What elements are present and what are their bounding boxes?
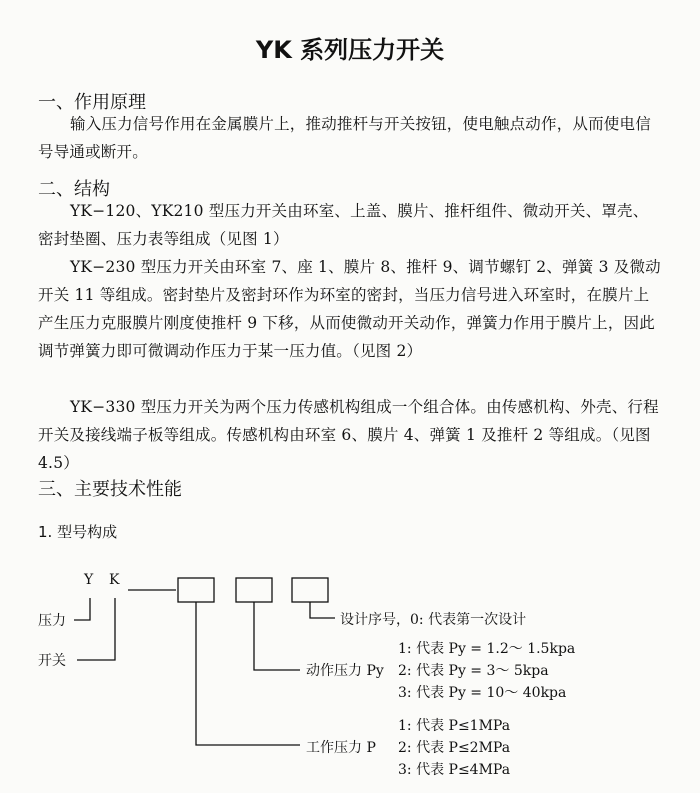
leader-y [74, 598, 90, 620]
leader-design [310, 602, 335, 618]
leader-k [77, 598, 115, 660]
code-box-design-serial [292, 578, 328, 602]
paragraph-yk120: YK−120、YK210 型压力开关由环室、上盖、膜片、推杆组件、微动开关、罩壳、密封垫圈、压力表等组成（见图 1） [38, 202, 649, 248]
work-option-3: 3: 代表 P≤4MPa [398, 762, 511, 778]
work-option-2: 2: 代表 P≤2MPa [398, 740, 511, 756]
leader-action [254, 602, 300, 670]
work-option-1: 1: 代表 P≤1MPa [398, 718, 511, 734]
action-option-1: 1: 代表 Py = 1.2～ 1.5kpa [398, 641, 576, 657]
code-box-working-pressure [178, 578, 214, 602]
label-switch: 开关 [38, 653, 66, 669]
action-option-2: 2: 代表 Py = 3～ 5kpa [398, 663, 549, 679]
code-box-action-pressure [236, 578, 272, 602]
action-pressure-label: 动作压力 Py [306, 663, 384, 679]
paragraph-yk330: YK−330 型压力开关为两个压力传感机构组成一个组合体。由传感机构、外壳、行程开关及接线端子板等组成。传感机构由环室 6、膜片 4、弹簧 1 及推杆 2 等组成。（见图 4.5） [38, 398, 659, 472]
action-option-3: 3: 代表 Py = 10～ 40kpa [398, 685, 567, 701]
work-pressure-label: 工作压力 P [306, 740, 376, 756]
section-heading-principle: 一、作用原理 [38, 92, 146, 113]
section-heading-performance: 三、主要技术性能 [38, 479, 182, 500]
model-heading: 1. 型号构成 [38, 523, 118, 541]
paragraph-yk230: YK−230 型压力开关由环室 7、座 1、膜片 8、推杆 9、调节螺钉 2、弹簧 3 及微动开关 11 等组成。密封垫片及密封环作为环室的密封，当压力信号进入环室时，在膜片上产生压力克服膜片刚度使推杆 9 下移，从而使微动开关动作，弹簧力作用于膜片上，因此调节弹簧力即可微调动作压力于某一压力值。（见图 2） [38, 258, 661, 360]
leader-working [196, 602, 300, 745]
label-pressure: 压力 [38, 613, 66, 629]
code-letter-y: Y [84, 572, 94, 588]
page-title: YK 系列压力开关 [255, 36, 445, 64]
section-heading-structure: 二、结构 [38, 179, 110, 200]
code-letter-k: K [109, 572, 120, 588]
paragraph-principle: 输入压力信号作用在金属膜片上，推动推杆与开关按钮，使电触点动作，从而使电信号导通或断开。 [38, 115, 651, 161]
design-serial-label: 设计序号，0: 代表第一次设计 [340, 612, 527, 628]
